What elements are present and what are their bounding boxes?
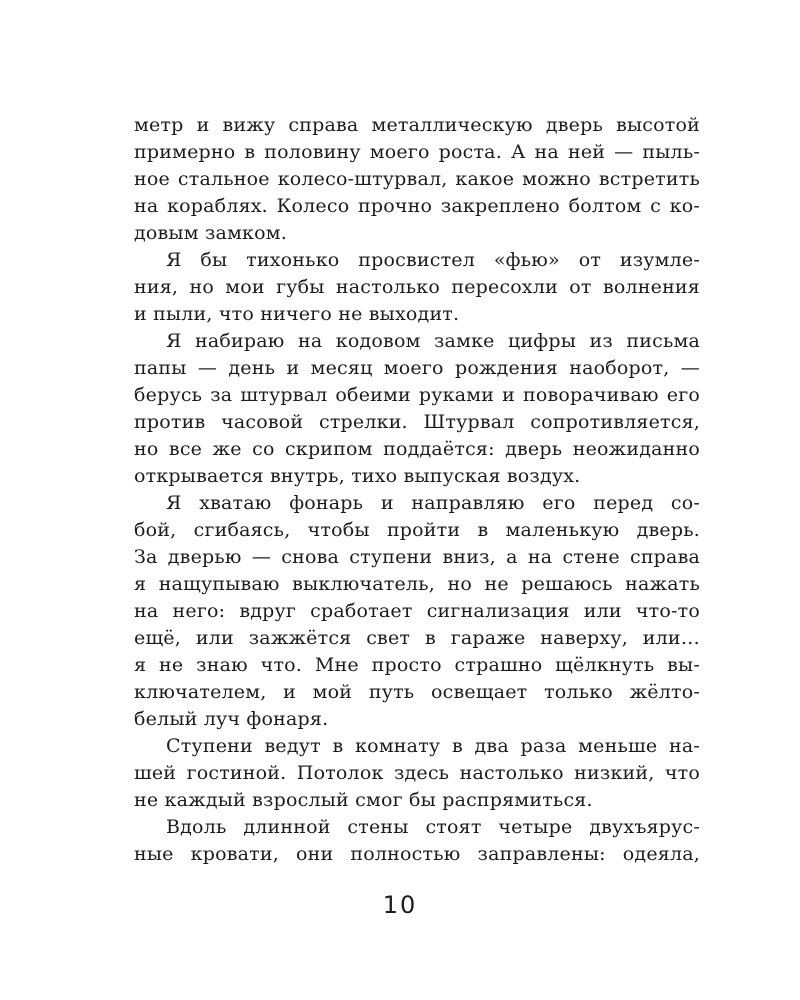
text-line: метр и вижу справа металлическую дверь высотой [134, 114, 700, 136]
text-line: Я хватаю фонарь и направляю его перед со- [166, 492, 700, 514]
text-line: За дверью — снова ступени вниз, а на стене справа [134, 546, 700, 568]
paragraph [134, 814, 700, 868]
text-line: Я набираю на кодовом замке цифры из письма [166, 330, 700, 352]
page-number: 10 [382, 891, 418, 919]
page-body [134, 112, 700, 868]
text-line: шей гостиной. Потолок здесь настолько низкий, что [134, 762, 700, 784]
paragraph [134, 328, 700, 490]
text-line: на него: вдруг сработает сигнализация или что-то [134, 600, 700, 622]
text-line: ния, но мои губы настолько пересохли от волнения [134, 276, 700, 298]
text-line: но все же со скрипом поддаётся: дверь неожиданно [134, 438, 700, 460]
text-line: ещё, или зажжётся свет в гараже наверху, или… [134, 627, 700, 649]
text-line: ные кровати, они полностью заправлены: одеяла, [134, 843, 700, 865]
text-line: белый луч фонаря. [134, 708, 329, 730]
text-line: папы — день и месяц моего рождения наоборот, — [134, 357, 700, 379]
paragraph [134, 490, 700, 733]
text-line: на кораблях. Колесо прочно закреплено болтом с ко- [134, 195, 700, 217]
text-line: ключателем, и мой путь освещает только жёлто- [134, 681, 700, 703]
paragraph [134, 247, 700, 328]
paragraph [134, 733, 700, 814]
text-line: против часовой стрелки. Штурвал сопротивляется, [134, 411, 700, 433]
text-line: открывается внутрь, тихо выпуская воздух. [134, 465, 581, 487]
text-line: Ступени ведут в комнату в два раза меньше на- [166, 735, 700, 757]
text-line: Вдоль длинной стены стоят четыре двухъярус- [166, 816, 700, 838]
text-line: довым замком. [134, 222, 287, 244]
text-line: ное стальное колесо-штурвал, какое можно встретить [134, 168, 700, 190]
paragraph [134, 112, 700, 247]
text-line: Я бы тихонько просвистел «фью» от изумле- [166, 249, 700, 271]
text-line: я не знаю что. Мне просто страшно щёлкнуть вы- [134, 654, 700, 676]
text-line: я нащупываю выключатель, но не решаюсь нажать [134, 573, 700, 595]
text-line: берусь за штурвал обеими руками и поворачиваю его [134, 384, 700, 406]
text-line: не каждый взрослый смог бы распрямиться. [134, 789, 593, 811]
text-line: бой, сгибаясь, чтобы пройти в маленькую дверь. [134, 519, 700, 541]
text-line: примерно в половину моего роста. А на ней — пыль- [134, 141, 700, 163]
text-line: и пыли, что ничего не выходит. [134, 303, 460, 325]
